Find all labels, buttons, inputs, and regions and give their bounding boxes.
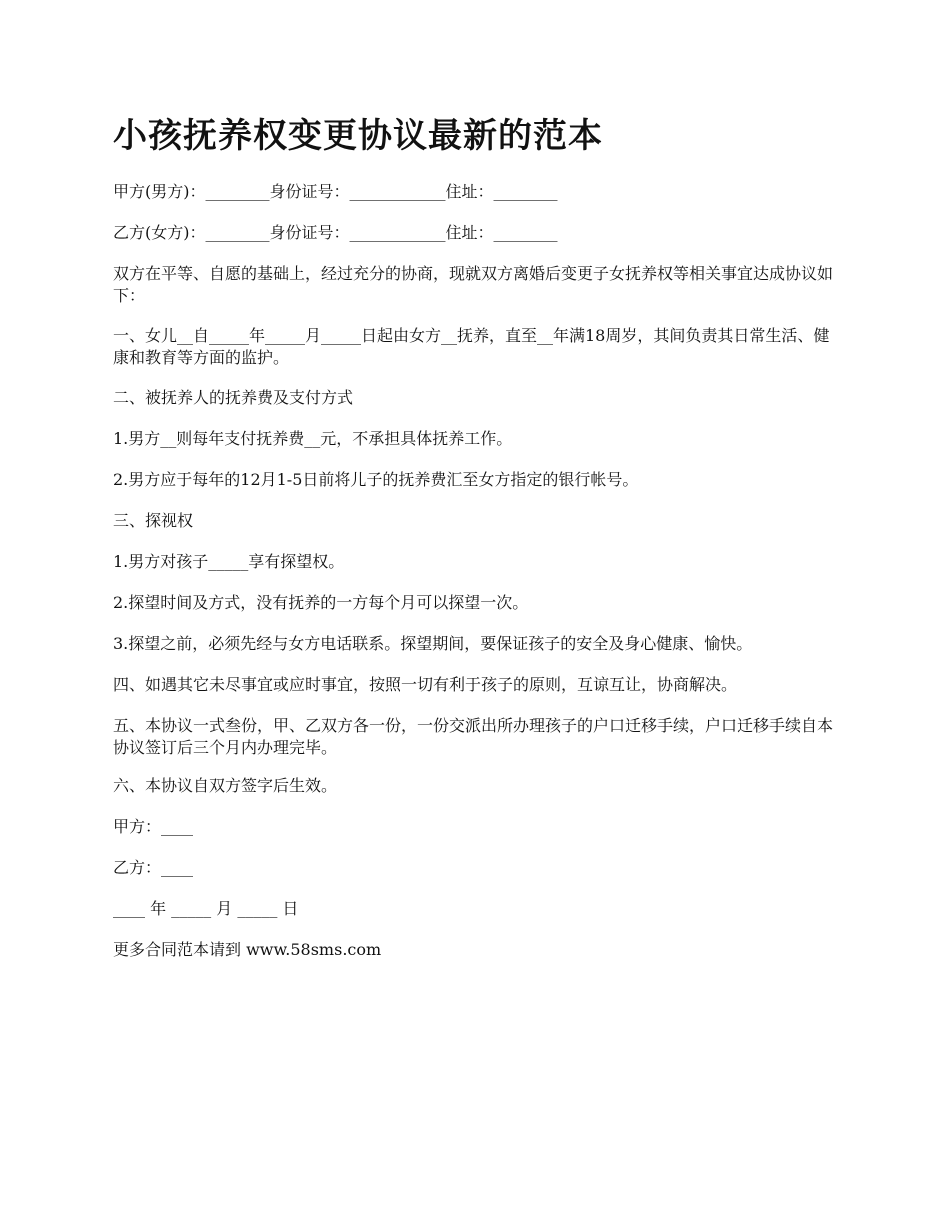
clause-2-item-2: 2.男方应于每年的12月1-5日前将儿子的抚养费汇至女方指定的银行帐号。	[113, 470, 639, 489]
signature-party-a: 甲方：____	[113, 817, 194, 836]
clause-3-item-3: 3.探望之前，必须先经与女方电话联系。探望期间，要保证孩子的安全及身心健康、愉快。	[113, 634, 753, 653]
footer-note: 更多合同范本请到 www.58sms.com	[113, 940, 382, 959]
clause-4: 四、如遇其它未尽事宜或应时事宜，按照一切有利于孩子的原则，互谅互让，协商解决。	[113, 675, 738, 694]
clause-5: 五、本协议一式叁份，甲、乙双方各一份，一份交派出所办理孩子的户口迁移手续，户口迁移手续自本协议签订后三个月内办理完毕。	[113, 716, 834, 757]
clause-6: 六、本协议自双方签字后生效。	[113, 776, 338, 795]
intro-paragraph: 双方在平等、自愿的基础上，经过充分的协商，现就双方离婚后变更子女抚养权等相关事宜达成协议如下：	[113, 264, 834, 305]
signature-party-b: 乙方：____	[113, 858, 194, 877]
document-title: 小孩抚养权变更协议最新的范本	[113, 116, 603, 156]
date-line: ____ 年 _____ 月 _____ 日	[113, 899, 299, 918]
clause-3-heading: 三、探视权	[113, 511, 194, 530]
clause-2-heading: 二、被抚养人的抚养费及支付方式	[113, 388, 354, 407]
clause-1: 一、女儿__自_____年_____月_____日起由女方__抚养，直至__年满18周岁，其间负责其日常生活、健康和教育等方面的监护。	[113, 326, 830, 367]
clause-2-item-1: 1.男方__则每年支付抚养费__元，不承担具体抚养工作。	[113, 429, 513, 448]
clause-3-item-1: 1.男方对孩子_____享有探望权。	[113, 552, 345, 571]
party-a-line: 甲方(男方)：________身份证号：____________住址：________	[113, 182, 558, 201]
clause-3-item-2: 2.探望时间及方式，没有抚养的一方每个月可以探望一次。	[113, 593, 529, 612]
party-b-line: 乙方(女方)：________身份证号：____________住址：________	[113, 223, 558, 242]
